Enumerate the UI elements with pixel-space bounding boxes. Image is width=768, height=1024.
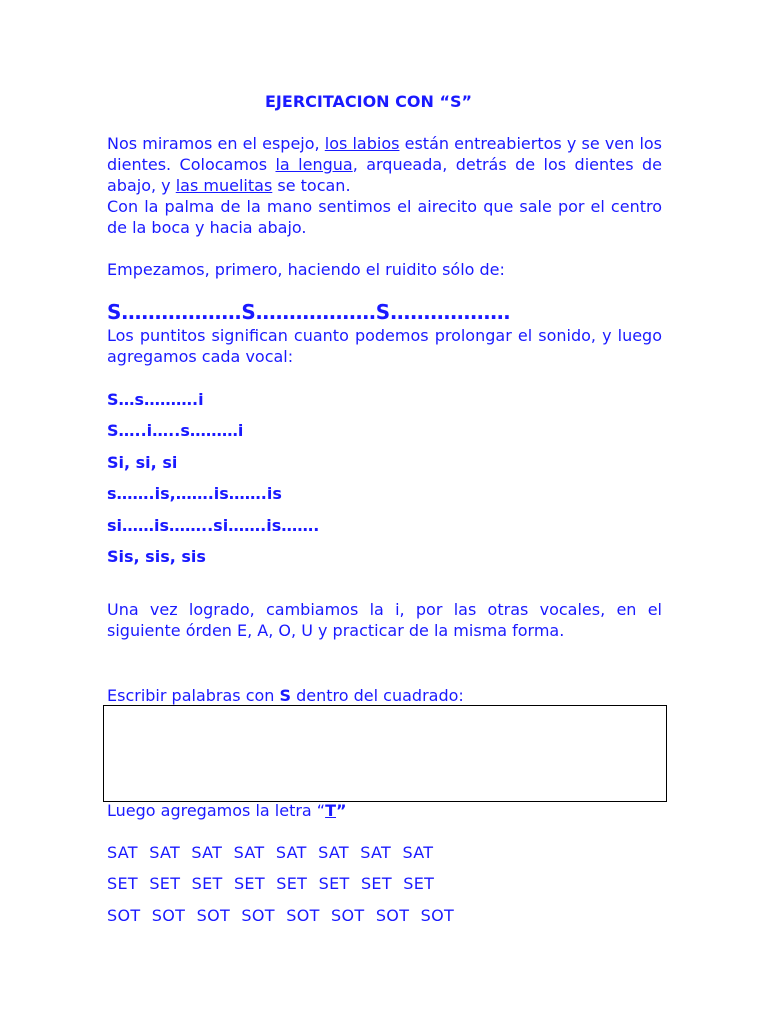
intro-text-3: , arqueada, detrás de los dientes de abajo, y xyxy=(107,155,662,195)
exercise-line-2: S…..i…..s………i xyxy=(107,421,244,440)
next-letter-instruction xyxy=(107,800,662,821)
write-instruction xyxy=(107,685,662,706)
writing-box[interactable] xyxy=(103,705,667,802)
page-title: EJERCITACION CON “S” xyxy=(265,92,472,111)
intro-text-2: están entreabiertos y se ven los dientes. Colocamos xyxy=(107,134,663,174)
start-paragraph: Empezamos, primero, haciendo el ruidito sólo de: xyxy=(107,260,505,279)
dots-paragraph: Los puntitos significan cuanto podemos prolongar el sonido, y luego agregamos cada vocal: xyxy=(107,326,662,366)
write-letter-s: S xyxy=(279,686,292,705)
intro-text-4: se tocan. xyxy=(272,176,351,195)
exercise-line-1: S…s……….i xyxy=(107,390,204,409)
next-text-2: ” xyxy=(336,801,347,820)
next-text-1: Luego agregamos la letra “ xyxy=(107,801,326,820)
syllables-set: SET SET SET SET SET SET SET SET xyxy=(107,874,435,893)
vowels-paragraph: Una vez logrado, cambiamos la i, por las otras vocales, en el siguiente órden E, A, O, U y practicar de la misma forma. xyxy=(107,600,662,640)
underlined-tongue: la lengua xyxy=(275,155,353,174)
exercise-line-3: Si, si, si xyxy=(107,453,178,472)
exercise-line-6: Sis, sis, sis xyxy=(107,547,206,566)
syllables-sat: SAT SAT SAT SAT SAT SAT SAT SAT xyxy=(107,843,434,862)
underlined-lips: los labios xyxy=(324,134,400,153)
next-letter-t: T xyxy=(325,801,337,820)
exercise-line-5: si……is……..si…….is……. xyxy=(107,516,320,535)
underlined-molars: las muelitas xyxy=(175,176,273,195)
write-text-1: Escribir palabras con xyxy=(107,686,280,705)
syllables-sot: SOT SOT SOT SOT SOT SOT SOT SOT xyxy=(107,906,455,925)
intro-paragraph xyxy=(107,133,662,196)
palm-paragraph: Con la palma de la mano sentimos el airecito que sale por el centro de la boca y hacia abajo. xyxy=(107,197,662,237)
intro-text-1: Nos miramos en el espejo, xyxy=(107,134,325,153)
write-text-2: dentro del cuadrado: xyxy=(291,686,464,705)
exercise-line-4: s…….is,…….is…….is xyxy=(107,484,282,503)
s-sound-line: S………………S………………S……………… xyxy=(107,300,511,324)
